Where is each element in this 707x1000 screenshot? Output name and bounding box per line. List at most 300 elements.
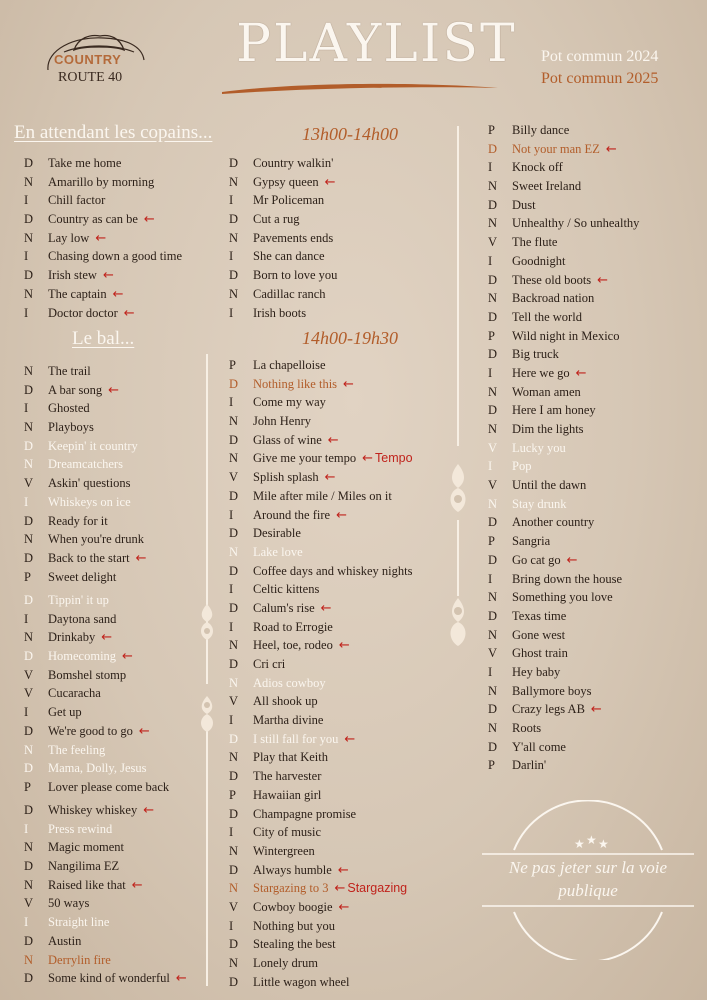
song-title: Take me home xyxy=(48,156,122,170)
song-title: Tippin' it up xyxy=(48,593,109,607)
dance-level-code: D xyxy=(229,862,239,877)
song-title: Country walkin' xyxy=(253,156,334,170)
dance-level-code: N xyxy=(24,457,34,472)
song-title: Texas time xyxy=(512,608,567,623)
dance-level-code: I xyxy=(488,160,493,175)
song-item xyxy=(229,506,413,525)
song-title: Champagne promise xyxy=(253,806,357,821)
song-item xyxy=(229,599,413,618)
dance-level-code: I xyxy=(488,571,493,586)
song-item xyxy=(24,820,187,839)
song-title: Stealing the best xyxy=(253,937,336,952)
song-title: Straight line xyxy=(48,915,110,930)
song-item xyxy=(24,568,146,587)
song-title: Desirable xyxy=(253,526,301,541)
song-title: All shook up xyxy=(253,694,318,709)
song-title: Here I am honey xyxy=(512,403,596,418)
song-title: Mama, Dolly, Jesus xyxy=(48,761,147,776)
dance-level-code: D xyxy=(488,739,498,754)
left-arrow-icon: ← xyxy=(143,212,155,228)
song-item xyxy=(229,786,413,805)
song-item xyxy=(24,229,182,248)
song-item xyxy=(24,362,146,381)
song-item xyxy=(488,345,639,364)
song-item xyxy=(24,266,182,285)
song-item xyxy=(24,591,169,610)
song-item xyxy=(24,381,146,400)
song-item xyxy=(229,973,413,992)
song-title: Cri cri xyxy=(253,657,286,671)
svg-text:★: ★ xyxy=(574,837,585,851)
song-title: Cowboy boogie xyxy=(253,899,333,914)
song-title: Born to love you xyxy=(253,268,338,283)
badge-line-2: publique xyxy=(558,881,618,900)
dance-level-code: I xyxy=(229,249,234,264)
dance-level-code: D xyxy=(229,937,239,952)
flourish-ornament-icon xyxy=(196,694,218,734)
left-arrow-icon: ← xyxy=(95,230,107,246)
song-item xyxy=(488,271,639,290)
country-route-40-logo xyxy=(44,30,148,92)
annotation-note: Tempo xyxy=(375,451,413,466)
song-item xyxy=(488,177,639,196)
song-item xyxy=(24,304,182,323)
song-item xyxy=(24,969,187,988)
song-item xyxy=(229,730,413,749)
dance-level-code: P xyxy=(24,779,31,794)
song-title: Martha divine xyxy=(253,713,324,728)
dance-level-code: D xyxy=(229,156,239,170)
left-arrow-icon: ← xyxy=(175,971,187,987)
dance-level-code: N xyxy=(488,422,498,436)
song-title: Lonely drum xyxy=(253,956,318,970)
left-arrow-icon: ← xyxy=(343,376,354,392)
song-title: Cut a rug xyxy=(253,212,300,227)
dance-level-code: I xyxy=(24,915,29,930)
song-title: Another country xyxy=(512,515,595,530)
left-arrow-icon: ← xyxy=(338,899,350,915)
song-title: Crazy legs AB xyxy=(512,702,585,717)
song-item xyxy=(229,618,413,637)
dance-level-code: I xyxy=(229,305,234,320)
song-item xyxy=(24,741,169,760)
song-item xyxy=(229,692,413,711)
song-title: Ghosted xyxy=(48,401,90,416)
song-title: The flute xyxy=(512,235,558,250)
song-list-waiting-col1 xyxy=(24,154,182,322)
song-item xyxy=(229,898,413,917)
song-list-bal-col3 xyxy=(488,121,639,775)
dance-level-code: D xyxy=(488,197,498,212)
song-title: Ghost train xyxy=(512,646,568,661)
time-slot-1: 13h00-14h00 xyxy=(302,124,398,144)
song-item xyxy=(229,935,413,954)
left-arrow-icon: ← xyxy=(566,552,578,568)
legend-pot-2024: Pot commun 2024 xyxy=(541,48,659,65)
song-item xyxy=(229,767,413,786)
song-item xyxy=(229,285,337,304)
song-title: Press rewind xyxy=(48,821,113,836)
left-arrow-icon: ← xyxy=(112,286,124,302)
dance-level-code: D xyxy=(24,933,34,948)
dance-level-code: N xyxy=(24,532,34,547)
song-item xyxy=(488,158,639,177)
song-item xyxy=(229,412,413,431)
song-item xyxy=(488,588,639,607)
song-title: Ballymore boys xyxy=(512,683,592,698)
song-title: Backroad nation xyxy=(512,291,595,306)
song-title: Stay drunk xyxy=(512,496,567,511)
dance-level-code: N xyxy=(229,414,239,429)
song-title: Mr Policeman xyxy=(253,193,325,208)
dance-level-code: V xyxy=(488,235,498,250)
dance-level-code: D xyxy=(229,488,239,503)
song-title: We're good to go xyxy=(48,723,133,738)
song-item xyxy=(488,607,639,626)
song-title: Unhealthy / So unhealthy xyxy=(512,216,640,231)
song-title: Go cat go xyxy=(512,552,561,567)
song-item xyxy=(24,418,146,437)
song-title: Cucaracha xyxy=(48,686,101,701)
song-title: Keepin' it country xyxy=(48,438,138,453)
dance-level-code: I xyxy=(488,365,493,380)
dance-level-code: P xyxy=(229,358,236,372)
song-title: The harvester xyxy=(253,769,322,784)
song-title: Gone west xyxy=(512,627,566,642)
song-item xyxy=(24,857,187,876)
song-item xyxy=(488,289,639,308)
dance-level-code: D xyxy=(24,761,34,776)
flourish-ornament-icon xyxy=(444,462,472,514)
song-title: Irish boots xyxy=(253,305,307,320)
dance-level-code: D xyxy=(229,526,239,541)
legend-pot-2025: Pot commun 2025 xyxy=(541,70,659,87)
song-title: Irish stew xyxy=(48,268,97,283)
dance-level-code: D xyxy=(24,859,34,874)
song-item xyxy=(229,842,413,861)
dance-level-code: V xyxy=(488,478,498,493)
dance-level-code: N xyxy=(488,179,498,194)
song-title: Come my way xyxy=(253,395,326,410)
dance-level-code: D xyxy=(24,268,34,283)
dance-level-code: D xyxy=(488,702,498,717)
song-title: Play that Keith xyxy=(253,750,328,765)
song-item xyxy=(229,580,413,599)
svg-text:★: ★ xyxy=(586,833,597,847)
song-title: A bar song xyxy=(48,382,103,397)
section-bal: Le bal... xyxy=(72,328,135,349)
left-arrow-icon: ← xyxy=(336,507,347,523)
song-title: Pop xyxy=(512,459,532,474)
song-title: Magic moment xyxy=(48,840,125,855)
badge-text xyxy=(482,856,694,902)
song-item xyxy=(229,487,413,506)
song-title: Wild night in Mexico xyxy=(512,328,620,343)
dance-level-code: N xyxy=(229,544,239,559)
song-title: Around the fire xyxy=(253,507,331,522)
song-item xyxy=(229,266,337,285)
song-item xyxy=(229,636,413,655)
dance-level-code: V xyxy=(488,440,498,455)
dance-level-code: I xyxy=(24,821,29,836)
song-item xyxy=(488,196,639,215)
dance-level-code: I xyxy=(24,611,29,626)
song-title: Back to the start xyxy=(48,550,130,565)
song-title: Always humble xyxy=(253,862,332,877)
dance-level-code: N xyxy=(488,590,498,605)
song-title: Glass of wine xyxy=(253,432,322,447)
dance-level-code: D xyxy=(24,212,34,227)
song-item xyxy=(229,543,413,562)
song-title: Woman amen xyxy=(512,384,581,399)
dance-level-code: P xyxy=(229,787,236,802)
dance-level-code: I xyxy=(24,305,29,320)
song-item xyxy=(488,551,639,570)
song-item xyxy=(24,801,187,820)
dance-level-code: D xyxy=(229,657,239,671)
song-title: Knock off xyxy=(512,160,563,175)
song-item xyxy=(24,437,146,456)
song-title: John Henry xyxy=(253,414,311,429)
song-title: Hawaiian girl xyxy=(253,787,322,802)
dance-level-code: N xyxy=(488,496,498,511)
song-item xyxy=(24,932,187,951)
song-item xyxy=(229,468,413,487)
dance-level-code: N xyxy=(24,364,34,378)
dance-level-code: D xyxy=(229,806,239,821)
song-title: Tell the world xyxy=(512,309,582,324)
left-arrow-icon: ← xyxy=(344,731,356,747)
dance-level-code: N xyxy=(24,630,34,645)
dance-level-code: V xyxy=(24,667,34,682)
left-arrow-icon: ← xyxy=(362,451,374,467)
song-item xyxy=(488,682,639,701)
song-title: Lover please come back xyxy=(48,779,170,794)
song-title: Cadillac ranch xyxy=(253,286,326,301)
song-title: Lucky you xyxy=(512,440,566,455)
song-title: Whiskey whiskey xyxy=(48,803,138,817)
song-item xyxy=(229,304,337,323)
dance-level-code: N xyxy=(488,683,498,698)
song-title: Derrylin fire xyxy=(48,952,111,967)
song-title: Sweet delight xyxy=(48,569,117,584)
dance-level-code: V xyxy=(24,896,34,911)
song-item xyxy=(24,493,146,512)
dance-level-code: P xyxy=(24,569,31,584)
left-arrow-icon: ← xyxy=(324,470,336,486)
flourish-ornament-icon xyxy=(196,602,218,642)
song-item xyxy=(229,748,413,767)
dance-level-code: D xyxy=(24,649,34,664)
dance-level-code: D xyxy=(229,731,239,746)
song-item xyxy=(24,913,187,932)
dance-level-code: I xyxy=(24,249,29,264)
song-title: Mile after mile / Miles on it xyxy=(253,488,392,503)
dance-level-code: N xyxy=(24,174,34,189)
dance-level-code: D xyxy=(229,376,239,391)
song-item xyxy=(229,805,413,824)
song-title: These old boots xyxy=(512,272,592,287)
song-item xyxy=(24,666,169,685)
left-arrow-icon: ← xyxy=(575,365,587,381)
left-arrow-icon: ← xyxy=(108,382,120,398)
song-title: Splish splash xyxy=(253,470,319,485)
dance-level-code: I xyxy=(229,918,234,933)
left-arrow-icon: ← xyxy=(605,141,617,157)
song-title: Nothing like this xyxy=(253,376,338,391)
dance-level-code: I xyxy=(229,582,234,597)
dance-level-code: I xyxy=(24,401,29,416)
left-arrow-icon: ← xyxy=(590,702,602,718)
dance-level-code: D xyxy=(229,268,239,283)
song-title: Sangria xyxy=(512,534,551,549)
svg-text:★: ★ xyxy=(598,837,609,851)
dance-level-code: D xyxy=(488,272,498,287)
song-title: The trail xyxy=(48,364,91,378)
song-item xyxy=(229,524,413,543)
song-title: When you're drunk xyxy=(48,532,144,547)
song-title: Bring down the house xyxy=(512,571,623,586)
section-waiting: En attendant les copains... xyxy=(14,122,213,143)
song-title: Hey baby xyxy=(512,664,561,679)
dance-level-code: N xyxy=(488,291,498,306)
dance-level-code: N xyxy=(229,230,239,245)
song-item xyxy=(24,210,182,229)
divider-line xyxy=(457,520,459,596)
dance-level-code: D xyxy=(488,141,498,156)
dance-level-code: I xyxy=(229,825,234,840)
song-item xyxy=(229,356,413,375)
song-item xyxy=(24,759,169,778)
song-item xyxy=(488,756,639,775)
dance-level-code: D xyxy=(488,608,498,623)
song-item xyxy=(488,383,639,402)
left-arrow-icon: ← xyxy=(101,630,113,646)
song-title: Austin xyxy=(48,933,82,948)
song-list-bal-col1a xyxy=(24,362,146,586)
song-item xyxy=(24,722,169,741)
song-item xyxy=(229,173,337,192)
title-underline-swoosh xyxy=(220,80,500,98)
song-item xyxy=(488,738,639,757)
song-title: Amarillo by morning xyxy=(48,174,155,189)
dance-level-code: N xyxy=(24,877,34,892)
dance-level-code: D xyxy=(229,600,239,615)
dance-level-code: V xyxy=(24,476,34,491)
song-item xyxy=(24,191,182,210)
song-title: Adios cowboy xyxy=(253,675,326,690)
song-title: Heel, toe, rodeo xyxy=(253,638,333,653)
left-arrow-icon: ← xyxy=(327,432,339,448)
song-item xyxy=(24,703,169,722)
song-title: Here we go xyxy=(512,365,570,380)
dance-level-code: N xyxy=(488,384,498,399)
song-item xyxy=(488,308,639,327)
left-arrow-icon: ← xyxy=(338,638,350,654)
song-item xyxy=(229,247,337,266)
song-item xyxy=(24,894,187,913)
song-item xyxy=(229,210,337,229)
song-list-bal-col2 xyxy=(229,356,413,991)
song-title: Little wagon wheel xyxy=(253,974,350,989)
divider-line xyxy=(206,726,208,986)
dance-level-code: V xyxy=(229,470,239,485)
song-title: Something you love xyxy=(512,590,613,605)
song-item xyxy=(229,393,413,412)
dance-level-code: N xyxy=(229,956,239,970)
dance-level-code: I xyxy=(229,507,234,522)
song-item xyxy=(488,457,639,476)
dance-level-code: N xyxy=(24,840,34,855)
left-arrow-icon: ← xyxy=(138,723,150,739)
song-title: Nangilima EZ xyxy=(48,859,120,874)
dance-level-code: P xyxy=(488,328,495,343)
song-title: The captain xyxy=(48,286,107,301)
logo-line-country: COUNTRY xyxy=(54,52,122,67)
song-title: Road to Errogie xyxy=(253,619,333,634)
song-list-waiting-col2 xyxy=(229,154,337,322)
dance-level-code: N xyxy=(229,881,239,896)
song-item xyxy=(488,140,639,159)
song-item xyxy=(24,610,169,629)
song-title: Chill factor xyxy=(48,193,106,208)
song-title: La chapelloise xyxy=(253,358,326,372)
song-title: Country as can be xyxy=(48,212,138,227)
song-title: 50 ways xyxy=(48,896,90,911)
dance-level-code: D xyxy=(488,552,498,567)
song-item xyxy=(229,375,413,394)
song-title: Get up xyxy=(48,705,82,720)
left-arrow-icon: ← xyxy=(597,272,609,288)
dance-level-code: I xyxy=(488,664,493,679)
song-title: Ready for it xyxy=(48,513,108,528)
song-title: Daytona sand xyxy=(48,611,117,626)
song-item xyxy=(488,570,639,589)
song-item xyxy=(488,626,639,645)
song-item xyxy=(488,233,639,252)
flourish-ornament-icon xyxy=(444,596,472,648)
dance-level-code: D xyxy=(488,309,498,324)
song-title: The feeling xyxy=(48,742,106,757)
dance-level-code: I xyxy=(24,705,29,720)
logo-line-route: ROUTE 40 xyxy=(58,70,123,85)
song-item xyxy=(24,455,146,474)
song-title: Y'all come xyxy=(512,739,566,754)
dance-level-code: N xyxy=(24,230,34,245)
song-title: Celtic kittens xyxy=(253,582,320,597)
dance-level-code: D xyxy=(24,438,34,453)
dance-level-code: I xyxy=(24,193,29,208)
left-arrow-icon: ← xyxy=(320,600,332,616)
song-title: Gypsy queen xyxy=(253,174,319,189)
song-item xyxy=(488,439,639,458)
dance-level-code: N xyxy=(488,627,498,642)
song-item xyxy=(229,562,413,581)
song-item xyxy=(24,549,146,568)
dance-level-code: V xyxy=(229,899,239,914)
dance-level-code: P xyxy=(488,123,495,137)
song-title: Askin' questions xyxy=(48,476,131,491)
song-item xyxy=(488,476,639,495)
song-title: City of music xyxy=(253,825,322,840)
dance-level-code: D xyxy=(229,432,239,447)
annotation-note: Stargazing xyxy=(347,881,408,896)
song-item xyxy=(488,700,639,719)
dance-level-code: I xyxy=(488,459,493,474)
dance-level-code: N xyxy=(24,742,34,757)
dance-level-code: D xyxy=(229,563,239,578)
song-title: Pavements ends xyxy=(253,230,334,245)
